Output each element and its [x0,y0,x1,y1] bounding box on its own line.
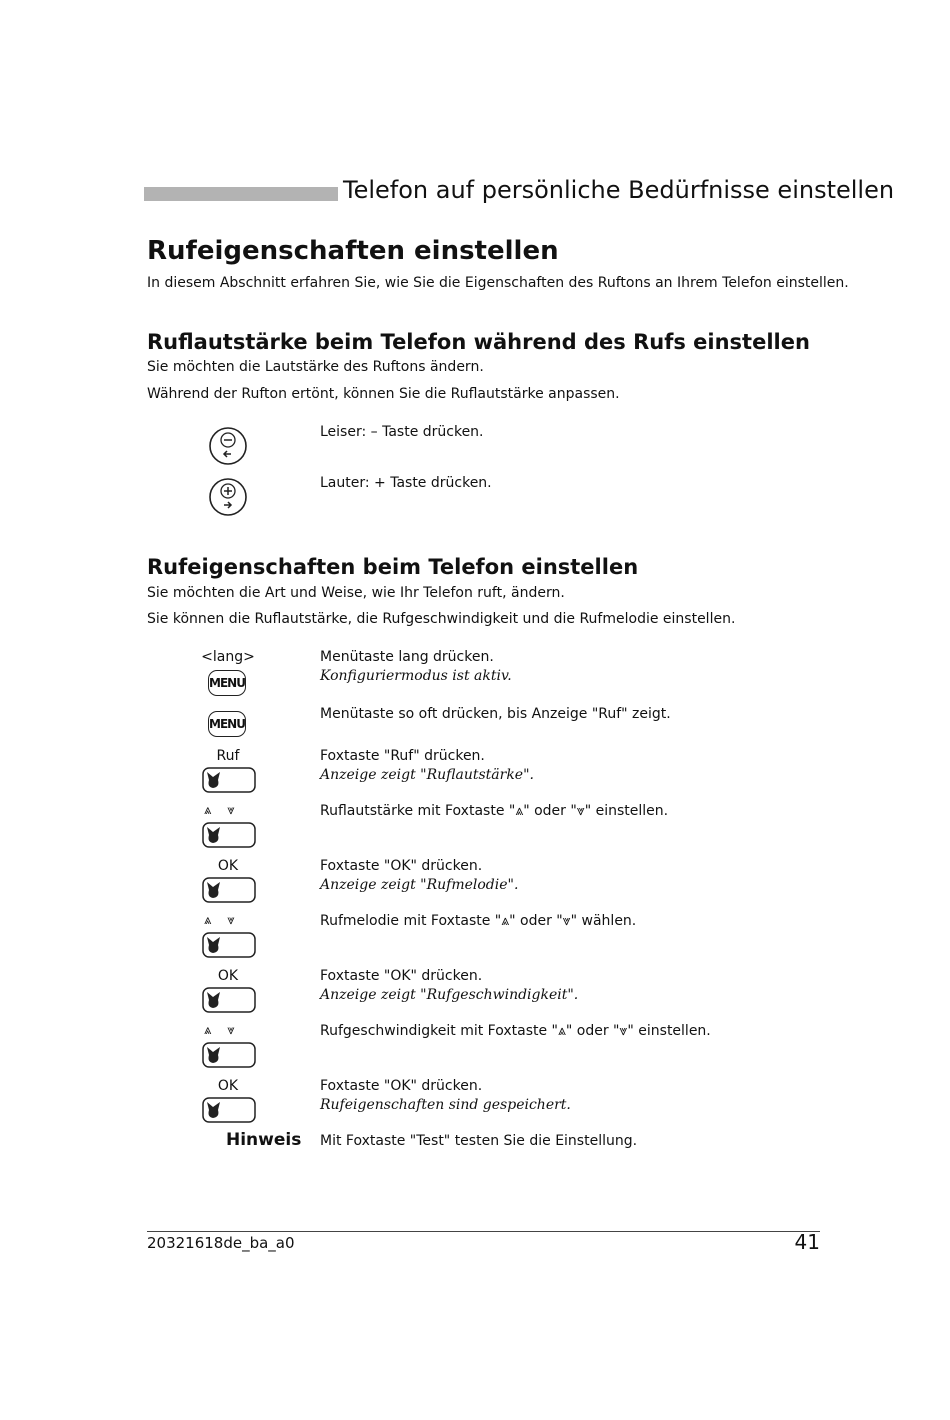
step-label-ruf: Ruf [216,748,240,764]
foxkey-icon [202,767,256,793]
foxkey-icon [202,822,256,848]
foxkey-icon [202,1097,256,1123]
footer-divider [147,1231,820,1232]
page-title: Rufeigenschaften einstellen [147,236,559,266]
hinweis-label: Hinweis [226,1130,302,1150]
step-note: Anzeige zeigt "Rufmelodie". [320,877,519,893]
step-label-lang: <lang> [201,649,255,665]
step-text: Foxtaste "OK" drücken. [320,858,483,874]
section1-heading: Ruflautstärke beim Telefon während des Rufs einstellen [147,330,810,354]
page-number: 41 [794,1230,820,1254]
section1-p2: Während der Rufton ertönt, können Sie die Ruflautstärke anpassen. [147,386,620,402]
foxkey-icon [202,987,256,1013]
hinweis-text: Mit Foxtaste "Test" testen Sie die Einstellung. [320,1133,638,1149]
step-note: Anzeige zeigt "Ruflautstärke". [320,767,534,783]
up-down-arrows-icon: ⩓⩔ [204,803,251,818]
step-text: Foxtaste "Ruf" drücken. [320,748,485,764]
step-text: Menütaste so oft drücken, bis Anzeige "Ruf" zeigt. [320,706,671,722]
section2-heading: Rufeigenschaften beim Telefon einstellen [147,555,639,579]
footer-doc-id: 20321618de_ba_a0 [147,1234,295,1252]
step-note: Rufeigenschaften sind gespeichert. [320,1097,571,1113]
foxkey-icon [202,1042,256,1068]
header-bar [144,187,338,201]
step-note: Konfiguriermodus ist aktiv. [320,668,512,684]
step-text: Foxtaste "OK" drücken. [320,968,483,984]
up-down-arrows-icon: ⩓⩔ [204,1023,251,1038]
step-quieter: Leiser: – Taste drücken. [320,424,484,440]
step-text: Rufmelodie mit Foxtaste "⩓" oder "⩔" wählen. [320,913,637,929]
up-down-arrows-icon: ⩓⩔ [204,913,251,928]
step-text: Menütaste lang drücken. [320,649,494,665]
step-text: Rufgeschwindigkeit mit Foxtaste "⩓" oder "⩔" einstellen. [320,1023,711,1039]
section2-p2: Sie können die Ruflautstärke, die Rufgeschwindigkeit und die Rufmelodie einstellen. [147,611,736,627]
minus-key-icon [208,426,248,466]
step-text: Ruflautstärke mit Foxtaste "⩓" oder "⩔" einstellen. [320,803,669,819]
foxkey-icon [202,932,256,958]
step-text: Foxtaste "OK" drücken. [320,1078,483,1094]
menu-key-icon: MENU [208,711,246,737]
step-label-ok: OK [217,1078,239,1094]
chapter-title: Telefon auf persönliche Bedürfnisse einstellen [343,176,895,204]
section1-p1: Sie möchten die Lautstärke des Ruftons ändern. [147,359,484,375]
foxkey-icon [202,877,256,903]
menu-key-icon: MENU [208,670,246,696]
plus-key-icon [208,477,248,517]
step-label-ok: OK [217,858,239,874]
step-label-ok: OK [217,968,239,984]
step-louder: Lauter: + Taste drücken. [320,475,492,491]
step-note: Anzeige zeigt "Rufgeschwindigkeit". [320,987,579,1003]
section2-p1: Sie möchten die Art und Weise, wie Ihr Telefon ruft, ändern. [147,585,565,601]
intro-text: In diesem Abschnitt erfahren Sie, wie Sie die Eigenschaften des Ruftons an Ihrem Telefon einstellen. [147,275,849,291]
